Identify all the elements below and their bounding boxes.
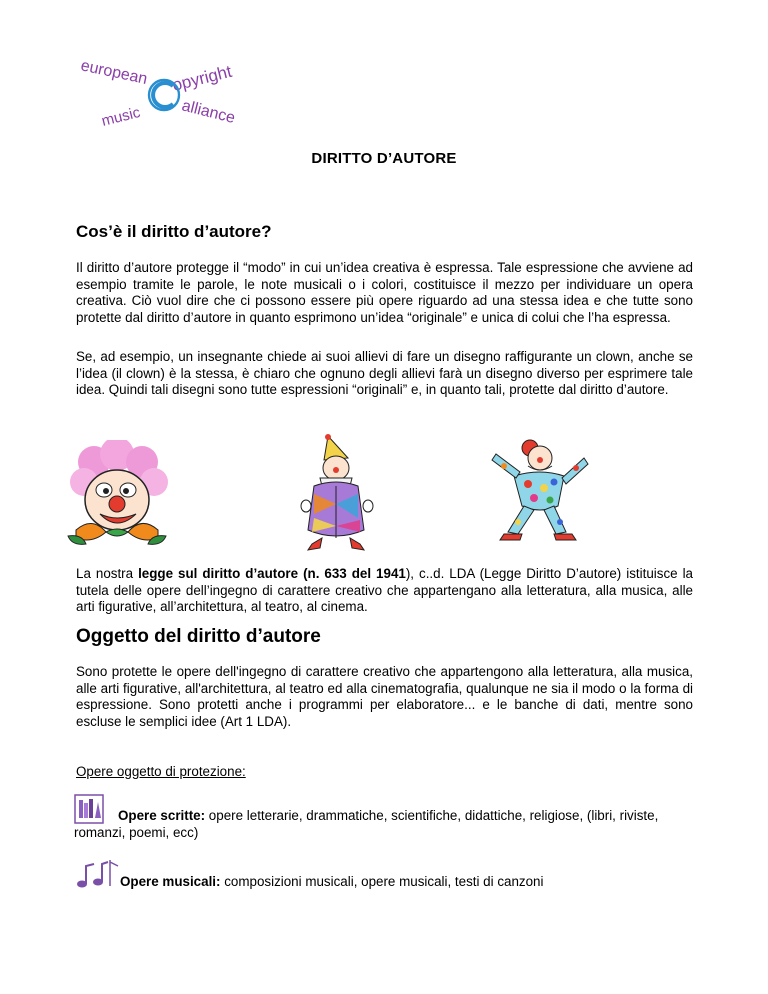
- paragraph-protected-works: Sono protette le opere dell'ingegno di carattere creativo che appartengono alla letteratura, alla musica, alle arti figurative, all'architettura, al teatro ed alla cinematografia, qualunque ne sia il modo o la forma di espressione. Sono protetti anche i programmi per elaboratore... e le banche di dati, mentre sono escluse le semplici idee (Art 1 LDA).: [76, 664, 693, 730]
- protected-works-list-title: Opere oggetto di protezione:: [76, 764, 246, 779]
- written-works-text: opere letterarie, drammatiche, scientifiche, didattiche, religiose, (libri, riviste, romanzi, poemi, ecc): [74, 808, 659, 840]
- law-text-bold: legge sul diritto d’autore (n. 633 del 1941: [138, 566, 406, 581]
- logo-word-alliance: alliance: [180, 97, 237, 128]
- logo-word-music: music: [99, 103, 142, 130]
- law-text-post: ), c..d. LDA (Legge Diritto D’autore) istituisce la tutela delle opere dell’ingegno di carattere creativo che appartengano alla letteratura, alla musica, alle arti figurative, all’architettura, al teatro, al cinema.: [76, 566, 693, 615]
- list-item-written-works: [74, 794, 694, 841]
- paragraph-clown-example: Se, ad esempio, un insegnante chiede ai suoi allievi di fare un disegno raffigurante un clown, anche se l’idea (il clown) è la stessa, è chiaro che ognuno degli allievi farà un disegno diverso per esprimere tale idea. Quindi tali disegni sono tutte espressioni “originali” e, in quanto tali, protette dal diritto d’autore.: [76, 349, 693, 398]
- list-item-musical-works: [74, 858, 694, 890]
- clown-dancing-icon: [484, 436, 592, 544]
- written-works-label: Opere scritte:: [118, 808, 206, 823]
- section-heading-what-is-copyright: Cos’è il diritto d’autore?: [76, 222, 272, 241]
- european-music-copyright-alliance-logo: [78, 40, 248, 135]
- music-notes-icon: [74, 858, 120, 890]
- books-icon: [74, 794, 118, 824]
- clown-standing-icon: [298, 434, 378, 554]
- musical-works-label: Opere musicali:: [120, 874, 221, 889]
- musical-works-text: composizioni musicali, opere musicali, testi di canzoni: [220, 874, 544, 889]
- paragraph-definition: Il diritto d’autore protegge il “modo” in cui un’idea creativa è espressa. Tale espressione che avviene ad esempio tramite le parole, le note musicali o i colori, costituisce il mezzo per individuare un opera creativa. Ciò vuol dire che ci possono essere più opere riguardo ad una stessa idea e che tutte sono protette dal diritto d’autore in quanto esprimono un’idea “originale” e unica di colui che l’ha espressa.: [76, 260, 693, 326]
- logo-copyright-c-icon: [149, 80, 179, 110]
- logo-word-european: european: [79, 57, 149, 88]
- logo-word-copyright: opyright: [170, 61, 234, 95]
- clown-face-icon: [62, 440, 172, 550]
- paragraph-law-reference: [76, 566, 693, 616]
- section-heading-object-of-copyright: Oggetto del diritto d’autore: [76, 626, 321, 647]
- law-text-pre: La nostra: [76, 566, 139, 581]
- document-title: DIRITTO D’AUTORE: [311, 150, 457, 167]
